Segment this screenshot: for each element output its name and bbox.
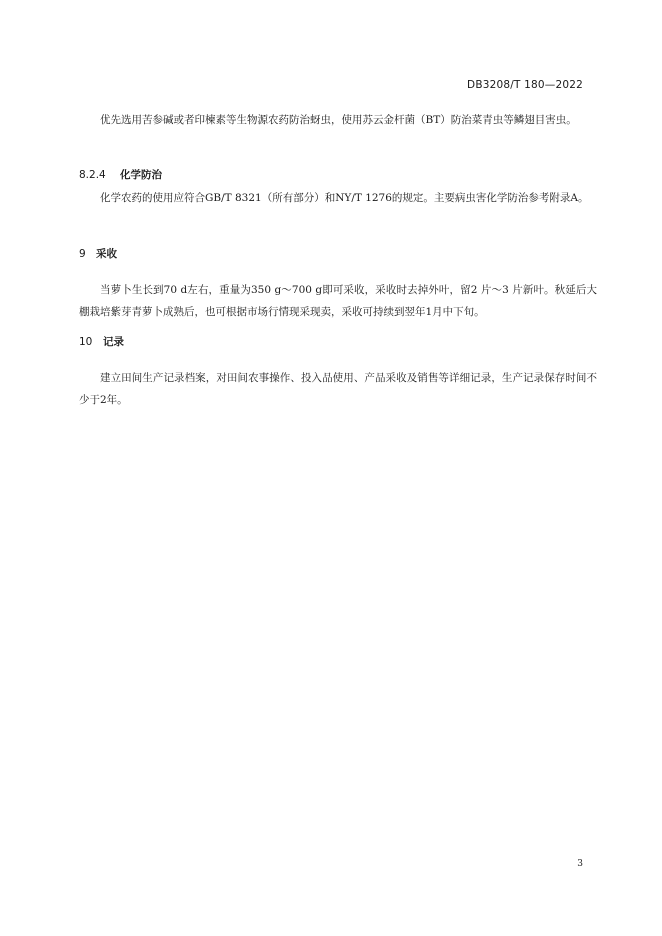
paragraph-biological-control: 优先选用苦参碱或者印楝素等生物源农药防治蚜虫，使用苏云金杆菌（BT）防治菜青虫等鳞翅目害虫。 bbox=[100, 114, 577, 126]
heading-8-2-4 bbox=[79, 167, 162, 182]
heading-9-number: 9 bbox=[79, 248, 86, 260]
document-code: DB3208/T 180—2022 bbox=[467, 79, 583, 91]
heading-10 bbox=[79, 334, 124, 349]
heading-9-title: 采收 bbox=[96, 248, 117, 260]
heading-10-number: 10 bbox=[79, 336, 93, 348]
heading-9 bbox=[79, 246, 117, 261]
heading-8-2-4-number: 8.2.4 bbox=[79, 169, 106, 181]
page-number: 3 bbox=[577, 859, 583, 869]
heading-8-2-4-title: 化学防治 bbox=[120, 169, 162, 181]
paragraph-harvest: 当萝卜生长到70 d左右，重量为350 g～700 g即可采收，采收时去掉外叶，留2 片～3 片新叶。秋延后大棚栽培紫芽青萝卜成熟后，也可根据市场行情现采现卖，采收可持续到翌年1月中下旬。 bbox=[79, 284, 597, 318]
paragraph-record: 建立田间生产记录档案，对田间农事操作、投入品使用、产品采收及销售等详细记录，生产记录保存时间不少于2年。 bbox=[79, 372, 597, 406]
paragraph-chemical-control: 化学农药的使用应符合GB/T 8321（所有部分）和NY/T 1276的规定。主要病虫害化学防治参考附录A。 bbox=[100, 192, 589, 204]
heading-10-title: 记录 bbox=[103, 336, 124, 348]
